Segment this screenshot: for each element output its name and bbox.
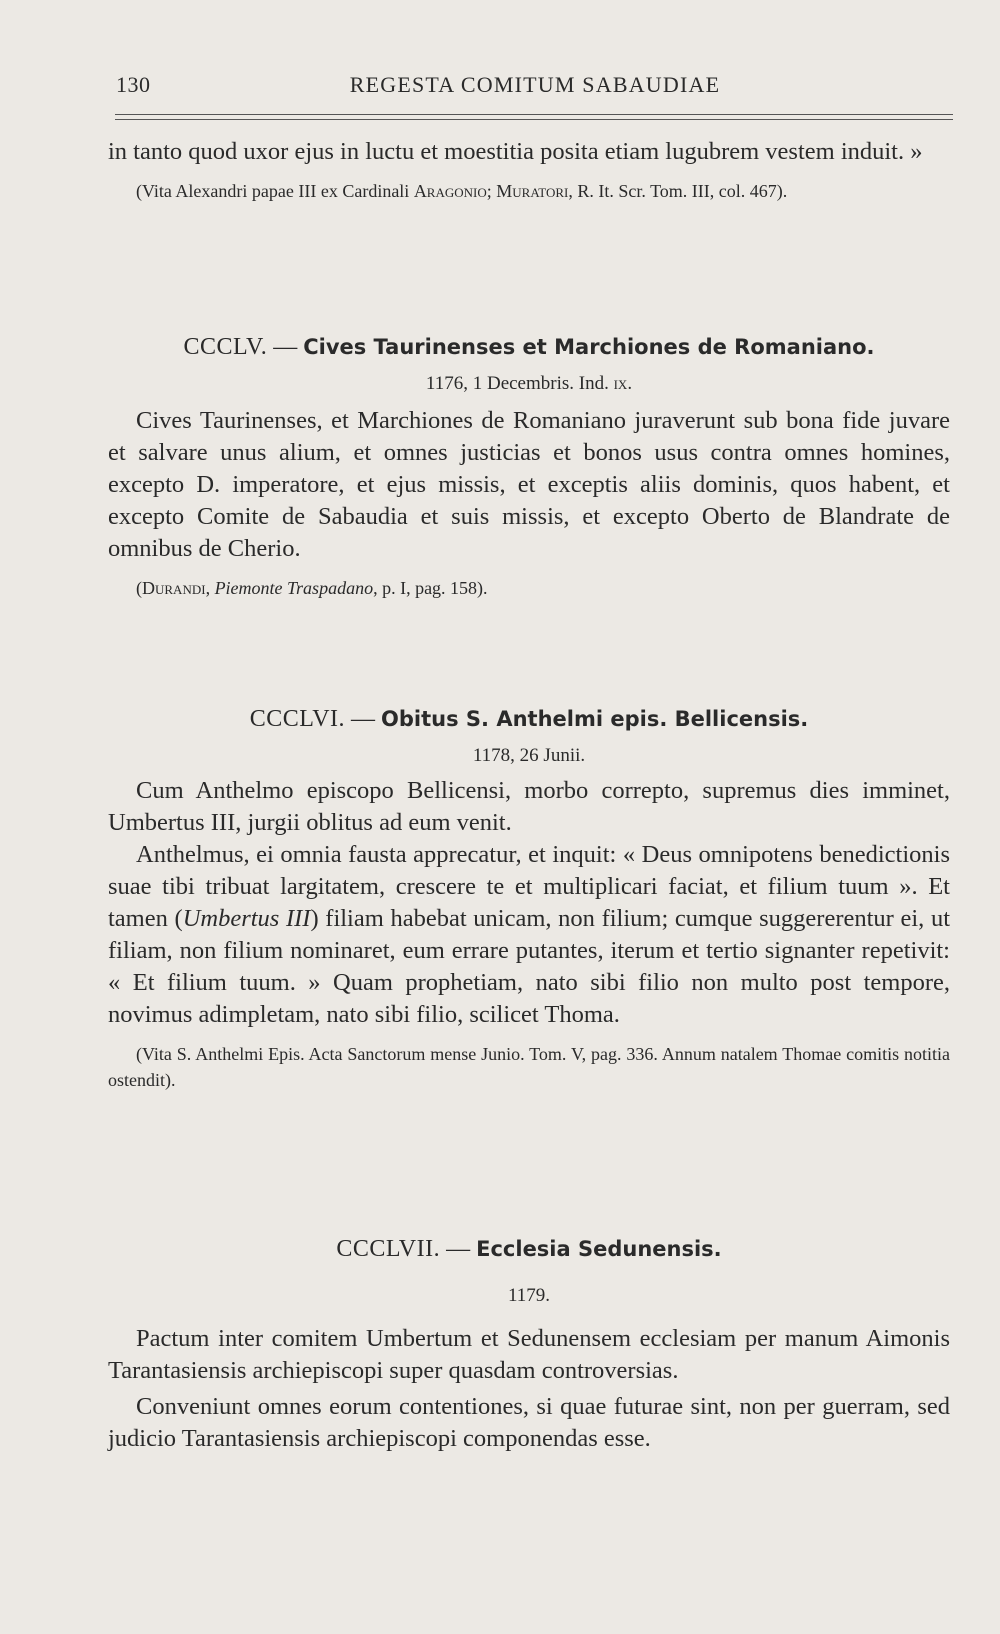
section-number: CCCLVI. — [249, 706, 346, 732]
section-source: (Vita S. Anthelmi Epis. Acta Sanctorum mense Junio. Tom. V, pag. 336. Annum natalem Thomae comitis notitia ostendit). — [108, 1044, 950, 1090]
source-open: ( — [136, 578, 142, 598]
section-heading — [108, 334, 950, 361]
intro-source-post: , R. It. Scr. Tom. III, col. 467). — [568, 181, 788, 201]
intro-block — [108, 136, 950, 204]
section-title: Obitus S. Anthelmi epis. Bellicensis. — [381, 707, 809, 731]
paragraph-part: Anthelmus, ei omnia fausta apprecatur, et inquit: « Deus omnipotens benedictionis suae tibi tribuat largitatem, crescere te et multiplicari faciat, et filium tuum ». Et tamen ( — [108, 841, 950, 932]
intro-source-pre: (Vita Alexandri papae III ex Cardinali — [136, 181, 414, 201]
section-paragraph: Cives Taurinenses, et Marchiones de Romaniano juraverunt sub bona fide juvare et salvare unus alium, et omnes justicias et bonos usus contra omnes homines, excepto D. imperatore, et ejus missis, et exceptis aliis dominis, quos habent, et excepto Comite de Sabaudia et suis missis, et excepto Oberto de Blandrate de omnibus de Cherio. — [108, 407, 950, 562]
page-number: 130 — [116, 72, 151, 97]
date-indiction: ix — [613, 373, 628, 394]
section-number: CCCLV. — [183, 334, 268, 360]
intro-source-author2: Muratori — [496, 181, 569, 201]
section-paragraph: Pactum inter comitem Umbertum et Sedunensem ecclesiam per manum Aimonis Tarantasiensis archiepiscopi super quasdam controversias. — [108, 1325, 950, 1384]
section-title: Ecclesia Sedunensis. — [476, 1237, 722, 1261]
source-rest: , p. I, pag. 158). — [373, 578, 488, 598]
running-title: REGESTA COMITUM SABAUDIAE — [349, 72, 721, 97]
section-date: 1178, 26 Junii. — [472, 745, 586, 766]
section-title: Cives Taurinenses et Marchiones de Romaniano. — [303, 335, 875, 359]
section-heading — [108, 706, 950, 733]
section-ccclv — [108, 334, 950, 601]
section-ccclvi — [108, 706, 950, 1093]
section-number: CCCLVII. — [336, 1236, 441, 1262]
heading-dash: — — [440, 1236, 477, 1262]
source-author: Durandi — [142, 578, 206, 598]
section-paragraph: Conveniunt omnes eorum contentiones, si quae futurae sint, non per guerram, sed judicio Tarantasiensis archiepiscopi componendas esse. — [108, 1393, 950, 1452]
section-date: 1179. — [507, 1285, 551, 1306]
section-paragraph: Cum Anthelmo episcopo Bellicensi, morbo correpto, supremus dies imminet, Umbertus III, jurgii oblitus ad eum venit. — [108, 777, 950, 836]
page-header — [110, 72, 960, 104]
section-paragraph — [108, 839, 950, 1031]
date-end: . — [627, 373, 633, 394]
paragraph-italic: Umbertus III — [182, 905, 311, 932]
paragraph-part: ) filiam habebat unicam, non filium; cumque suggererentur ei, ut filiam, non filium nominaret, eum errare putantes, iterum et tertio signanter repetivit: « Et filium tuum. » Quam prophetiam, nato sibi filio non multo post tempore, novimus adimpletam, nato sibi filio, scilicet Thoma. — [108, 905, 951, 1028]
header-rule — [115, 114, 953, 120]
date-text: 1176, 1 Decembris. Ind. — [425, 373, 614, 394]
intro-source — [108, 178, 950, 204]
heading-dash: — — [267, 334, 304, 360]
intro-source-author1: Aragonio — [413, 181, 487, 201]
source-work: Piemonte Traspadano — [214, 578, 374, 598]
intro-text: in tanto quod uxor ejus in luctu et moestitia posita etiam lugubrem vestem induit. » — [108, 138, 923, 165]
section-ccclvii — [108, 1236, 950, 1455]
intro-source-mid: ; — [486, 181, 497, 201]
section-date — [108, 373, 950, 395]
section-source — [108, 575, 950, 601]
source-sep: , — [205, 578, 215, 598]
section-heading — [108, 1236, 950, 1263]
heading-dash: — — [345, 706, 382, 732]
